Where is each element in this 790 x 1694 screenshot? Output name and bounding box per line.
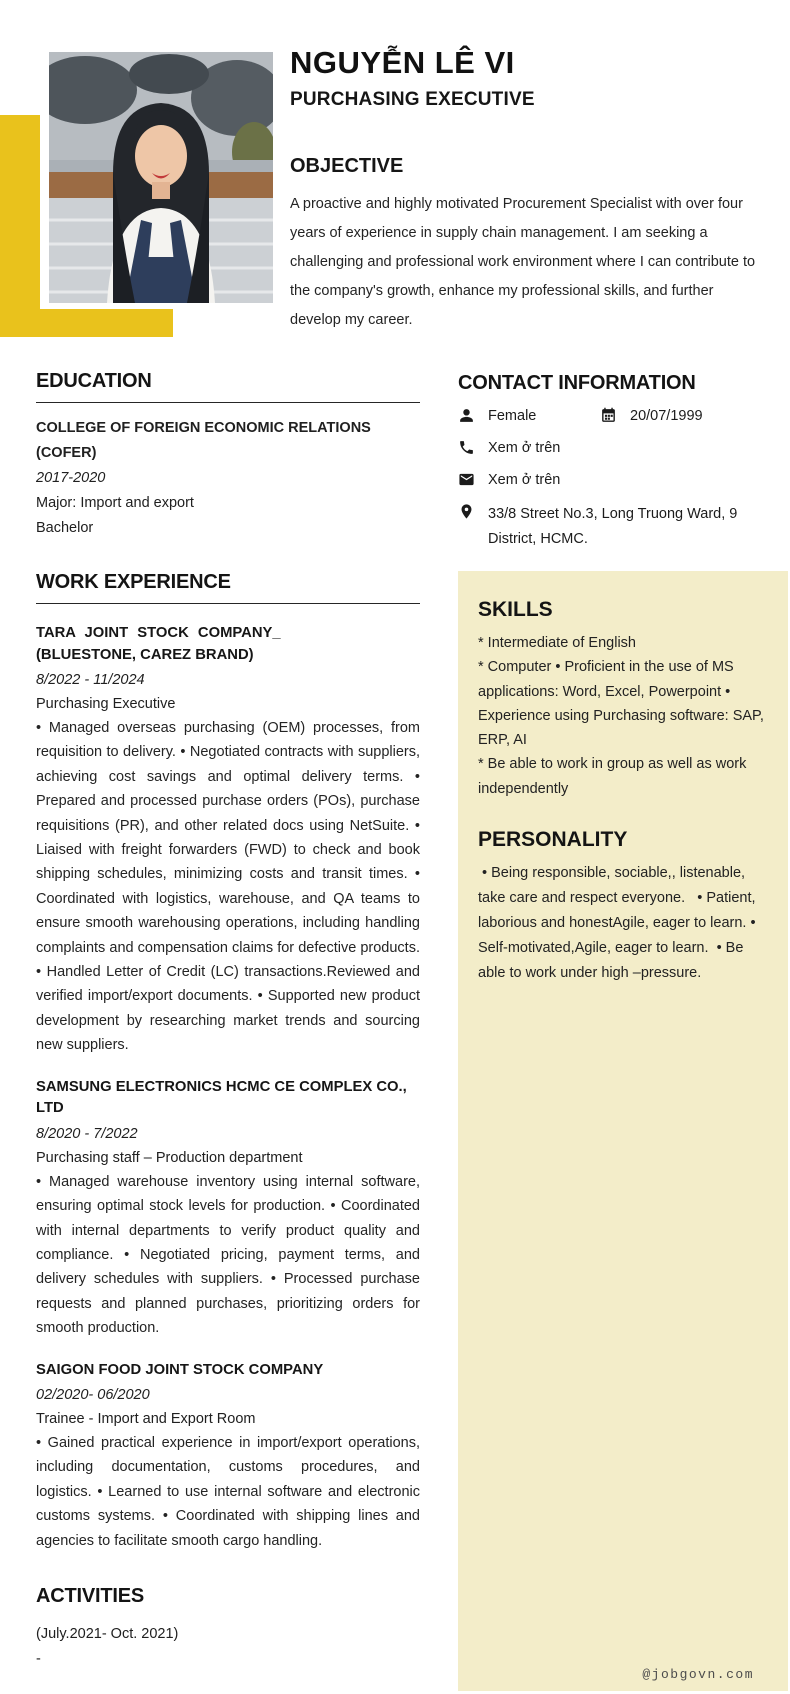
phone-icon — [458, 439, 475, 456]
contact-row-email — [458, 470, 760, 490]
contact-list — [458, 406, 760, 552]
contact-row-gender-dob — [458, 406, 760, 426]
contact-address: 33/8 Street No.3, Long Truong Ward, 9 District, HCMC. — [488, 506, 738, 547]
mail-icon — [458, 471, 475, 488]
personality-text: • Being responsible, sociable,, listenable, take care and respect everyone. • Patient, laborious and honestAgile, eager to learn. • Self-motivated,Agile, eager to learn. • Be able to work under high –pressure. — [478, 865, 760, 982]
job-period: 8/2020 - 7/2022 — [36, 1125, 138, 1142]
activities-period: (July.2021- Oct. 2021) — [36, 1626, 179, 1643]
job-description: • Gained practical experience in import/export operations, including documentation, customs procedures, and logistics. • Learned to use internal software and electronic customs systems. • Coordinated with shipping lines and agencies to facilitate smooth cargo handling. — [36, 1435, 420, 1549]
left-column — [36, 370, 420, 1672]
activities-note: - — [36, 1651, 41, 1668]
calendar-icon — [600, 407, 617, 424]
yellow-accent-vertical-bar — [0, 115, 40, 337]
objective-text: A proactive and highly motivated Procurement Specialist with over four years of experience in supply chain management. I am seeking a challenging and professional work environment where I can contribute to the company's growth, enhance my professional skills, and further develop my career. — [290, 196, 756, 328]
contact-email: Xem ở trên — [488, 472, 561, 488]
candidate-job-title: PURCHASING EXECUTIVE — [290, 89, 535, 110]
job-entry — [36, 1360, 420, 1554]
location-pin-icon — [458, 503, 475, 520]
profile-photo — [49, 52, 273, 303]
contact-gender: Female — [488, 408, 537, 424]
job-role: Trainee - Import and Export Room — [36, 1411, 256, 1428]
contact-birthdate: 20/07/1999 — [630, 408, 703, 424]
job-period: 02/2020- 06/2020 — [36, 1387, 150, 1404]
contact-section — [458, 372, 760, 552]
contact-heading: CONTACT INFORMATION — [458, 372, 696, 394]
activities-heading: ACTIVITIES — [36, 1585, 145, 1608]
skills-personality-panel — [458, 571, 788, 1691]
yellow-accent-foot-bar — [0, 309, 173, 337]
skill-item: * Intermediate of English — [478, 635, 636, 651]
job-company: SAIGON FOOD JOINT STOCK COMPANY — [36, 1361, 324, 1378]
job-description: • Managed warehouse inventory using internal software, ensuring optimal stock levels for production. • Coordinated with internal departments to verify product quality and compliance. • Negotiated pricing, payment terms, and delivery schedules with suppliers. • Processed purchase requests and planned purchases, prioritizing orders for smooth production. — [36, 1173, 420, 1337]
education-degree: Bachelor — [36, 520, 94, 536]
person-icon — [458, 407, 475, 424]
skills-list — [478, 631, 768, 801]
work-experience-heading: WORK EXPERIENCE — [36, 571, 231, 593]
job-period: 8/2022 - 11/2024 — [36, 672, 145, 688]
objective-heading: OBJECTIVE — [290, 155, 404, 177]
job-entry — [36, 623, 420, 1058]
personality-heading: PERSONALITY — [478, 828, 628, 852]
contact-row-address — [458, 502, 760, 552]
job-role: Purchasing Executive — [36, 696, 176, 712]
job-description: • Managed overseas purchasing (OEM) processes, from requisition to delivery. • Negotiated contracts with suppliers, achieving cost savings and optimal delivery terms. • Prepared and processed purchase orders (POs), purchase requisitions (PR), and other related docs using NetSuite. • Liaised with freight forwarders (FWD) to check and book shipping schedules, minimizing costs and transit times. • Coordinated with logistics, warehouse, and QA teams to ensure smooth warehousing operations, including handling complaints and compensation claims for defective products. • Handled Letter of Credit (LC) transactions.Reviewed and verified import/export documents. • Supported new product development by researching market trends and sourcing new suppliers. — [36, 720, 420, 1054]
education-heading: EDUCATION — [36, 370, 152, 392]
candidate-name: NGUYỄN LÊ VI — [290, 45, 515, 80]
work-experience-divider — [36, 603, 420, 604]
header-block — [290, 44, 760, 335]
job-company-line2: (BLUESTONE, CAREZ BRAND) — [36, 646, 254, 663]
education-years: 2017-2020 — [36, 470, 106, 486]
contact-phone: Xem ở trên — [488, 440, 561, 456]
education-school: COLLEGE OF FOREIGN ECONOMIC RELATIONS (COFER) — [36, 420, 371, 461]
job-role: Purchasing staff – Production department — [36, 1149, 303, 1166]
skills-heading: SKILLS — [478, 598, 553, 621]
education-major: Major: Import and export — [36, 495, 194, 511]
portrait-illustration — [49, 52, 273, 303]
job-entry — [36, 1077, 420, 1341]
contact-row-phone — [458, 438, 760, 458]
job-company: SAMSUNG ELECTRONICS HCMC CE COMPLEX CO., LTD — [36, 1078, 407, 1117]
job-company: TARA JOINT STOCK COMPANY_ — [36, 625, 281, 641]
skill-item: * Computer • Proficient in the use of MS applications: Word, Excel, Powerpoint • Experience using Purchasing software: SAP, ERP, AI — [478, 659, 768, 749]
watermark: @jobgovn.com — [642, 1667, 754, 1682]
education-divider — [36, 402, 420, 403]
skill-item: * Be able to work in group as well as work independently — [478, 756, 751, 797]
